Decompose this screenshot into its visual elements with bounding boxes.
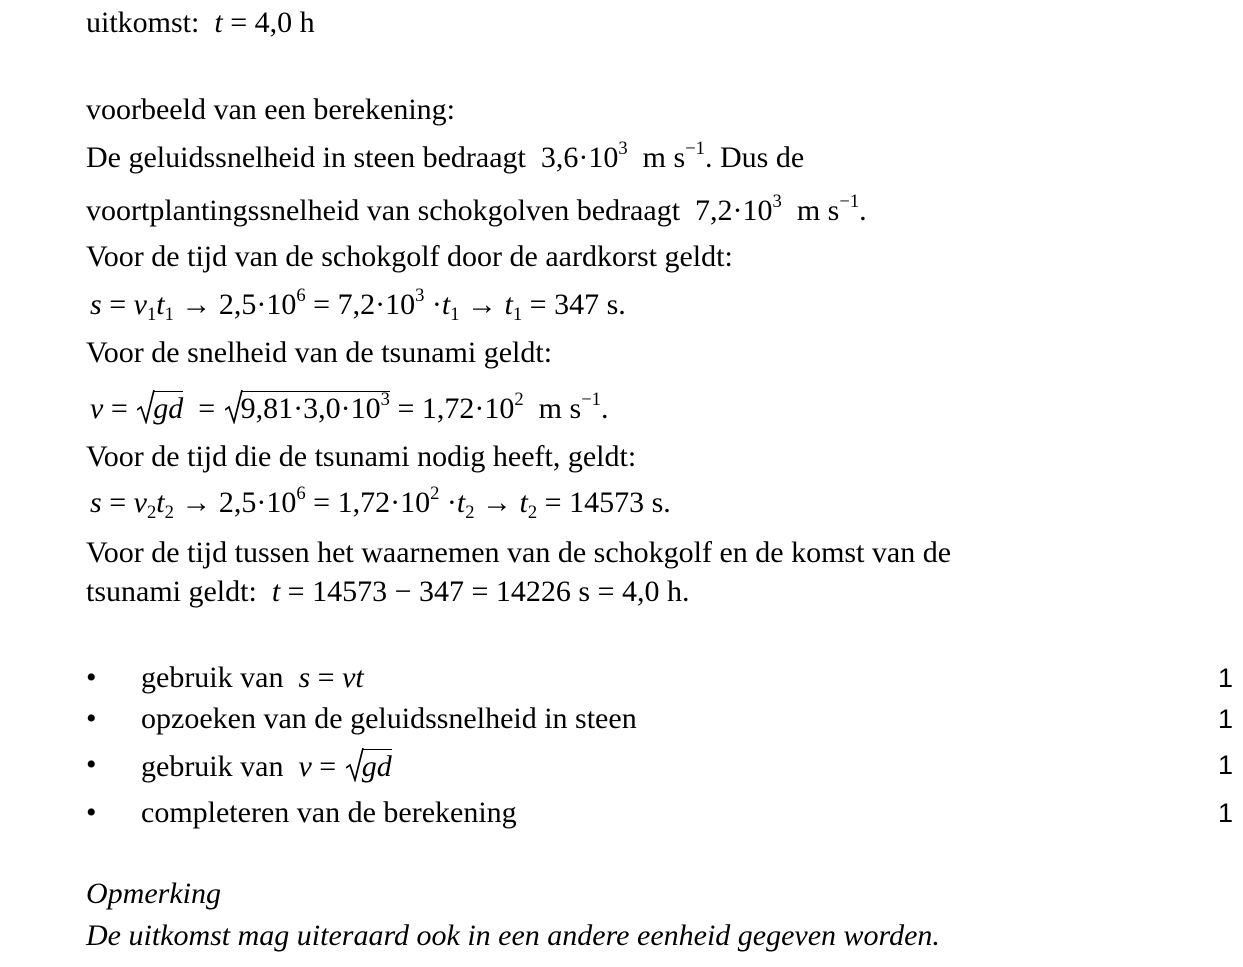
outcome-line [86,8,315,38]
tsunami-speed-formula: v = gd = $9,81\cdot 3,0\cdot 10^3 = 1,72\cdot 10^2$ m $s^{-1}$. [90,388,609,425]
remark-text: De uitkomst mag uiteraard ook in een andere eenheid gegeven worden. [86,919,940,952]
tsunami-time-heading: Voor de tijd die de tsunami nodig heeft, geldt: [86,440,637,473]
difference-line: tsunami geldt: t = 14573 − 347 = 14226 s = 4,0 h. [86,575,690,608]
shock-time-heading: Voor de tijd van de schokgolf door de aardkorst geldt: [86,240,733,273]
bullet-icon: • [86,702,97,735]
sqrt-gd-criterion: gd [346,750,392,782]
criterion-3-points: 1 [1218,750,1234,780]
sqrt-numeric: $9,81\cdot 3,0\cdot 10^3$ [225,392,390,424]
remark-heading: Opmerking [86,877,221,910]
sqrt-gd: gd [137,392,183,424]
tsunami-speed-heading: Voor de snelheid van de tsunami geldt: [86,336,553,369]
outcome-formula: t = 4,0 h [214,6,315,39]
example-heading: voorbeeld van een berekening: [86,93,456,126]
criterion-4-points: 1 [1218,798,1234,828]
bullet-icon: • [86,796,97,829]
bullet-icon: • [86,748,97,781]
outcome-label: uitkomst: [86,6,200,39]
speed-sound-line: De geluidssnelheid in steen bedraagt $3,6\cdot 10^3$ m $s^{-1}$. Dus de [86,137,805,174]
shock-speed-line: voortplantingssnelheid van schokgolven bedraagt $7,2\cdot 10^3$ m $s^{-1}$. [86,190,867,227]
criterion-2-points: 1 [1218,704,1234,734]
bullet-icon: • [86,661,97,694]
difference-heading: Voor de tijd tussen het waarnemen van de schokgolf en de komst van de [86,536,952,569]
criterion-1-points: 1 [1218,663,1234,693]
tsunami-time-formula: $s = v_2t_2 \to 2,5\cdot 10^6 = 1,72\cdot 10^2 \cdot t_2 \to t_2 = 14573$ s. [90,482,671,523]
shock-time-formula: $s = v_1t_1 \to 2,5\cdot 10^6 = 7,2\cdot 10^3 \cdot t_1 \to t_1 = 347$ s. [90,284,626,325]
